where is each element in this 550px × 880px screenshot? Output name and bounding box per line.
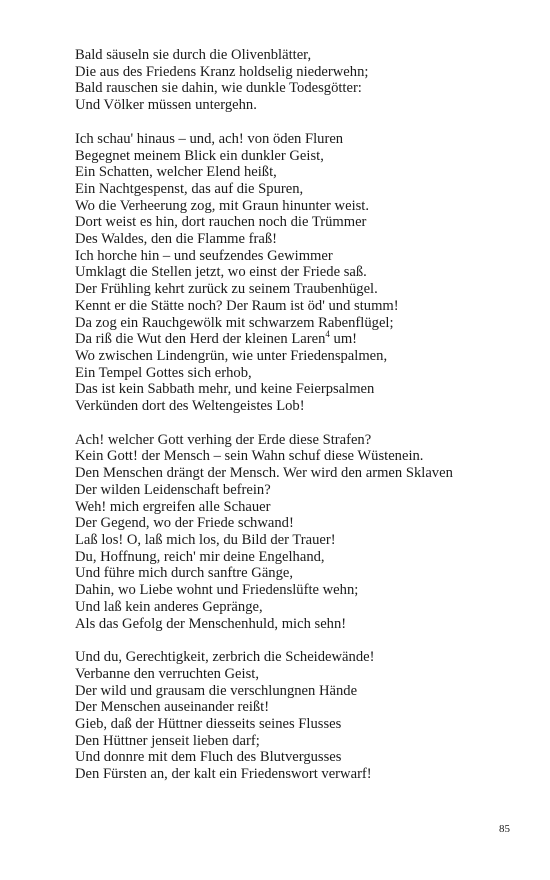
poem-line: Der Frühling kehrt zurück zu seinem Traubenhügel. <box>75 281 378 298</box>
poem-line: Da zog ein Rauchgewölk mit schwarzem Rabenflügel; <box>75 314 394 331</box>
poem-line: Wo die Verheerung zog, mit Graun hinunter weist. <box>75 197 370 214</box>
poem-line: Du, Hoffnung, reich' mir deine Engelhand, <box>75 548 325 565</box>
poem-line: Der Gegend, wo der Friede schwand! <box>75 515 294 532</box>
stanza <box>75 131 515 415</box>
poem-line: Umklagt die Stellen jetzt, wo einst der Friede saß. <box>75 264 367 281</box>
poem-line: Und du, Gerechtigkeit, zerbrich die Scheidewände! <box>75 649 375 666</box>
poem-line: Ich schau' hinaus – und, ach! von öden Fluren <box>75 130 344 147</box>
poem-line: Verkünden dort des Weltengeistes Lob! <box>75 398 305 415</box>
poem-line: Kein Gott! der Mensch – sein Wahn schuf diese Wüstenein. <box>75 448 424 465</box>
poem-line: Ich horche hin – und seufzendes Gewimmer <box>75 247 333 264</box>
poem-line: Als das Gefolg der Menschenhuld, mich sehn! <box>75 615 347 632</box>
poem-line: Der wilden Leidenschaft befrein? <box>75 481 271 498</box>
poem-line: Und Völker müssen untergehn. <box>75 97 257 114</box>
poem-line: Und laß kein anderes Gepränge, <box>75 598 263 615</box>
stanza <box>75 649 515 783</box>
poem-line: Gieb, daß der Hüttner diesseits seines Flusses <box>75 716 342 733</box>
poem-line: Begegnet meinem Blick ein dunkler Geist, <box>75 147 324 164</box>
poem-line-text: um! <box>329 331 358 348</box>
poem-line: Dort weist es hin, dort rauchen noch die Trümmer <box>75 214 367 231</box>
stanza <box>75 47 515 114</box>
poem-body <box>75 47 515 783</box>
poem-line: Den Fürsten an, der kalt ein Friedenswort verwarf! <box>75 766 372 783</box>
stanza <box>75 432 515 632</box>
poem-line: Und donnre mit dem Fluch des Blutvergusses <box>75 749 342 766</box>
poem-line: Der Menschen auseinander reißt! <box>75 699 270 716</box>
poem-line: Bald rauschen sie dahin, wie dunkle Todesgötter: <box>75 80 362 97</box>
poem-line: Die aus des Friedens Kranz holdselig niederwehn; <box>75 63 369 80</box>
poem-line: Den Hüttner jenseit lieben darf; <box>75 732 260 749</box>
page-number: 85 <box>499 823 510 835</box>
poem-line: Den Menschen drängt der Mensch. Wer wird den armen Sklaven <box>75 465 453 482</box>
poem-line: Kennt er die Stätte noch? Der Raum ist öd' und stumm! <box>75 297 399 314</box>
poem-line <box>75 331 515 348</box>
poem-line: Weh! mich ergreifen alle Schauer <box>75 498 271 515</box>
poem-line: Ein Schatten, welcher Elend heißt, <box>75 164 277 181</box>
poem-line: Wo zwischen Lindengrün, wie unter Friedenspalmen, <box>75 347 388 364</box>
poem-line-text: Da riß die Wut den Herd der kleinen Laren <box>75 331 326 348</box>
poem-line: Ein Tempel Gottes sich erhob, <box>75 364 252 381</box>
poem-line: Ein Nachtgespenst, das auf die Spuren, <box>75 180 304 197</box>
poem-line: Das ist kein Sabbath mehr, und keine Feierpsalmen <box>75 381 375 398</box>
poem-line: Der wild und grausam die verschlungnen Hände <box>75 682 358 699</box>
poem-line: Laß los! O, laß mich los, du Bild der Trauer! <box>75 531 336 548</box>
poem-page <box>75 47 515 800</box>
poem-line: Und führe mich durch sanftre Gänge, <box>75 565 294 582</box>
poem-line: Bald säuseln sie durch die Olivenblätter, <box>75 47 312 63</box>
footnote-marker: 4 <box>325 329 330 340</box>
poem-line: Des Waldes, den die Flamme fraß! <box>75 231 277 248</box>
poem-line: Verbanne den verruchten Geist, <box>75 665 259 682</box>
poem-line: Ach! welcher Gott verhing der Erde diese Strafen? <box>75 431 372 448</box>
poem-line: Dahin, wo Liebe wohnt und Friedenslüfte wehn; <box>75 582 359 599</box>
